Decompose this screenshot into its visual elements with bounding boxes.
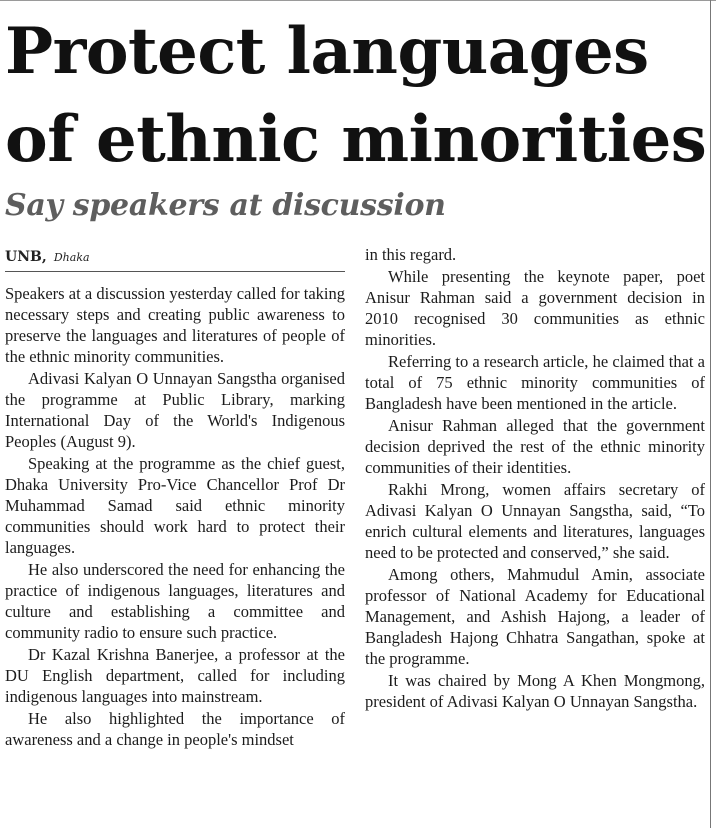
paragraph: While presenting the keynote paper, poet Anisur Rahman said a government decision in 2010 recognised 30 communities as ethnic minorities. [365,267,705,349]
paragraph: Dr Kazal Krishna Banerjee, a professor at the DU English department, called for including indigenous languages into mainstream. [5,645,345,706]
article-column-right [365,244,705,713]
column-divider [710,0,711,828]
paragraph: Among others, Mahmudul Amin, associate professor of National Academy for Educational Management, and Ashish Hajong, a leader of Bangladesh Hajong Chhatra Sangathan, spoke at the programme. [365,565,705,668]
byline-location: Dhaka [53,251,90,264]
paragraph: Referring to a research article, he claimed that a total of 75 ethnic minority communities of Bangladesh have been mentioned in the article. [365,352,705,413]
byline-divider [5,271,345,272]
paragraph: Speakers at a discussion yesterday called for taking necessary steps and creating public awareness to preserve the languages and literatures of people of the ethnic minority communities. [5,284,345,366]
paragraph: in this regard. [365,245,457,264]
byline [5,248,345,267]
article-column-left [5,283,345,751]
paragraph: Anisur Rahman alleged that the government decision deprived the rest of the ethnic minority communities of their identities. [365,416,705,477]
subheadline: Say speakers at discussion [5,188,446,223]
paragraph: He also underscored the need for enhancing the practice of indigenous languages, literatures and culture and establishing a committee and community radio to ensure such practice. [5,560,345,642]
paragraph: Rakhi Mrong, women affairs secretary of Adivasi Kalyan O Unnayan Sangstha, said, “To enrich cultural elements and literatures, languages need to be protected and conserved,” she said. [365,480,705,562]
paragraph: He also highlighted the importance of awareness and a change in people's mindset [5,709,345,749]
paragraph: It was chaired by Mong A Khen Mongmong, president of Adivasi Kalyan O Unnayan Sangstha. [365,671,705,711]
byline-agency: UNB, [5,249,47,265]
paragraph: Speaking at the programme as the chief guest, Dhaka University Pro-Vice Chancellor Prof Dr Muhammad Samad said ethnic minority communities should work hard to protect their languages. [5,454,345,557]
paragraph: Adivasi Kalyan O Unnayan Sangstha organised the programme at Public Library, marking International Day of the World's Indigenous Peoples (August 9). [5,369,345,451]
headline: Protect languages of ethnic minorities [5,14,707,177]
top-border [0,0,716,1]
